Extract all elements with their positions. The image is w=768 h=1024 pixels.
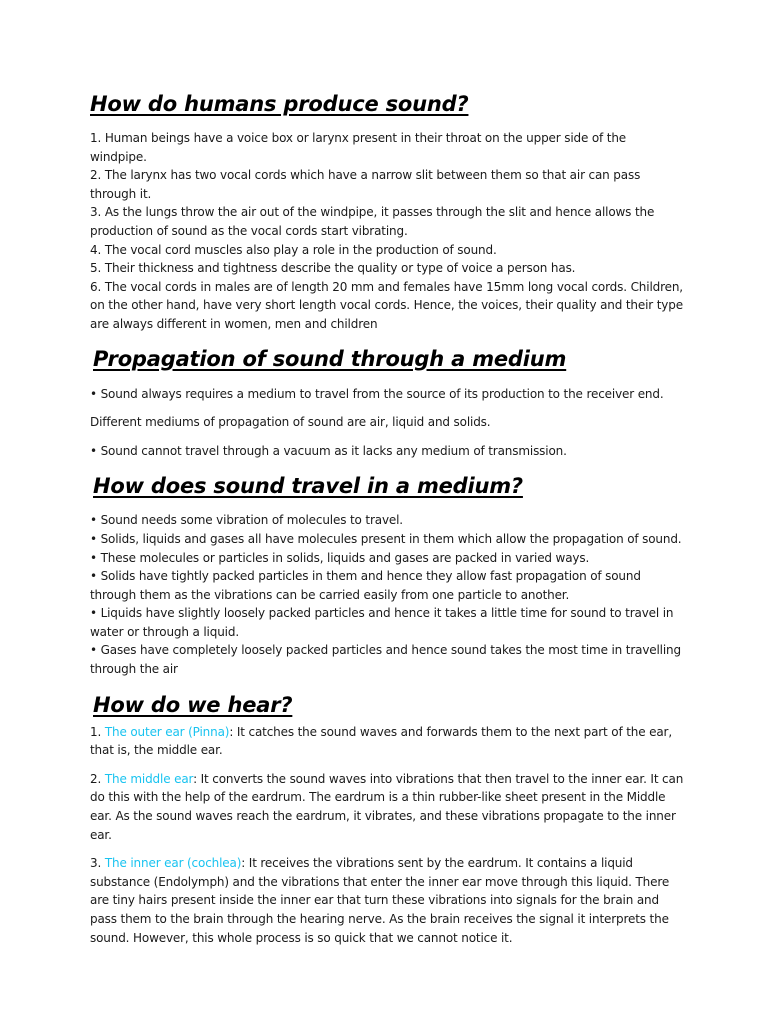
ear-part-term: The inner ear (cochlea) (104, 856, 242, 871)
ear-part-number: 3. (90, 856, 105, 871)
propagation-paragraph: • Sound always requires a medium to travel from the source of its production to the receiver end. (90, 386, 664, 401)
list-item: • Sound needs some vibration of molecules to travel. (90, 513, 403, 528)
ear-part-number: 1. (90, 724, 105, 739)
ear-part-term: The outer ear (Pinna) (104, 724, 230, 739)
ear-part-description: : It converts the sound waves into vibrations that then travel to the inner ear. It can do this with the help of the eardrum. The eardrum is a thin rubber-like sheet present in the Middle ear. As the sound waves reach the eardrum, it vibrates, and these vibrations propagate to the inner ear. (90, 771, 684, 842)
ear-part-paragraph (90, 770, 685, 844)
ear-part-term: The middle ear (104, 771, 194, 786)
list-item: • Solids have tightly packed particles in them and hence they allow fast propagation of sound through them as the vibrations can be carried easily from one particle to another. (90, 569, 641, 602)
heading-hear: How do we hear? (93, 692, 293, 717)
document-page (90, 92, 685, 947)
ear-part-description: : It catches the sound waves and forwards them to the next part of the ear, that is, the middle ear. (90, 724, 672, 758)
ear-part-paragraph (90, 723, 685, 760)
list-item: 4. The vocal cord muscles also play a role in the production of sound. (90, 242, 497, 257)
list-item: • These molecules or particles in solids, liquids and gases are packed in varied ways. (90, 550, 590, 565)
propagation-paragraph: • Sound cannot travel through a vacuum as it lacks any medium of transmission. (90, 443, 567, 458)
travel-medium-list (90, 511, 685, 678)
heading-propagation: Propagation of sound through a medium (93, 346, 567, 371)
list-item: 5. Their thickness and tightness describe the quality or type of voice a person has. (90, 261, 576, 276)
list-item: 6. The vocal cords in males are of length 20 mm and females have 15mm long vocal cords. Children, on the other hand, have very short length vocal cords. Hence, the voices, their quality and their type are always different in women, men and children (90, 279, 683, 331)
ear-part-number: 2. (90, 771, 105, 786)
list-item: • Liquids have slightly loosely packed particles and hence it takes a little time for sound to travel in water or through a liquid. (90, 606, 674, 639)
list-item: • Solids, liquids and gases all have molecules present in them which allow the propagation of sound. (90, 531, 682, 546)
list-item: 1. Human beings have a voice box or larynx present in their throat on the upper side of the windpipe. (90, 131, 627, 164)
propagation-paragraph: Different mediums of propagation of sound are air, liquid and solids. (90, 415, 491, 430)
ear-part-paragraph (90, 854, 685, 947)
list-item: 3. As the lungs throw the air out of the windpipe, it passes through the slit and hence allows the production of sound as the vocal cords start vibrating. (90, 205, 655, 238)
list-item: • Gases have completely loosely packed particles and hence sound takes the most time in travelling through the air (90, 643, 681, 677)
heading-travel-medium: How does sound travel in a medium? (93, 474, 523, 499)
ear-part-description: : It receives the vibrations sent by the eardrum. It contains a liquid substance (Endolymph) and the vibrations that enter the inner ear move through this liquid. There are tiny hairs present inside the inner ear that turn these vibrations into signals for the brain and pass them to the brain through the hearing nerve. As the brain receives the signal it interprets the sound. However, this whole process is so quick that we cannot notice it. (90, 856, 670, 945)
list-item: 2. The larynx has two vocal cords which have a narrow slit between them so that air can pass through it. (90, 168, 641, 201)
produce-sound-list (90, 129, 685, 334)
heading-produce-sound: How do humans produce sound? (90, 92, 469, 116)
